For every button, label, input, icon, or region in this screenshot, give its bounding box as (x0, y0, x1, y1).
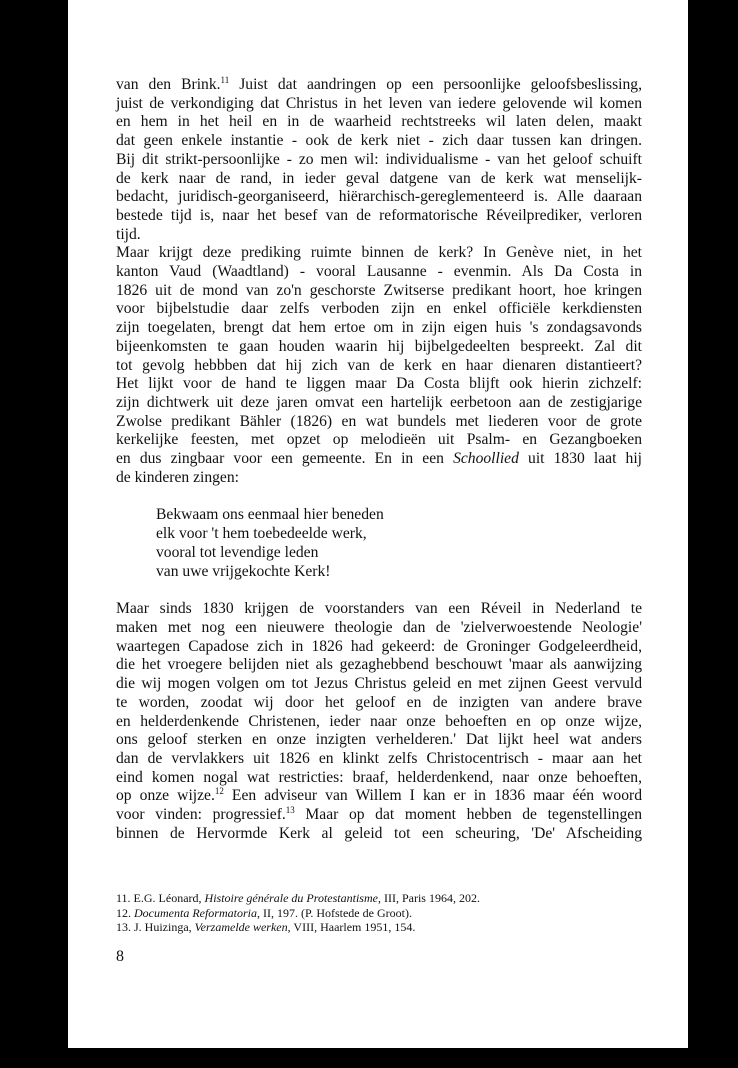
poem-line: van uwe vrijgekochte Kerk! (156, 562, 331, 580)
paragraph-3 (116, 600, 642, 843)
text-line: 1826 uit de mond van zo'n geschorste Zwitserse predikant hoort, hoe kringen (116, 281, 642, 299)
text-line: en dus zingbaar voor een gemeente. En in een Schoollied uit 1830 laat hij (116, 450, 642, 468)
text-line: dan de vervlakkers uit 1826 en klinkt zelfs Christocentrisch - maar aan het (116, 749, 642, 767)
text-line: kanton Vaud (Waadtland) - vooral Lausanne - evenmin. Als Da Costa in (116, 263, 642, 281)
scan-border-left (0, 0, 68, 1068)
text-line: tot gevolg hebbben dat hij zich van de kerk en haar dienaren distantieert? (116, 356, 642, 374)
text-line: de kerk naar de rand, in ieder geval datgene van de kerk wat menselijk- (116, 169, 642, 187)
footnote-ref: 12 (214, 786, 224, 797)
text-line: juist de verkondiging dat Christus in het leven van iedere gelovende wil komen (116, 94, 642, 112)
text-line: die het vroegere belijden niet als gezaghebbend beschouwt 'maar als aanwijzing (116, 656, 642, 674)
scan-border-right (688, 0, 738, 1068)
text-line: van den Brink.$^{11}$ Juist dat aandringen op een persoonlijke geloofsbeslissing, (116, 74, 643, 93)
footnote-ref: 11 (220, 74, 230, 85)
text-line: op onze wijze.$^{12}$ Een adviseur van Willem I kan er in 1836 maar één woord (116, 786, 643, 805)
text-line: maken met nog een nieuwere theologie dan de 'zielverwoestende Neologie' (116, 618, 642, 636)
text-line: Maar sinds 1830 krijgen de voorstanders van een Réveil in Nederland te (116, 600, 642, 618)
text-line: bedacht, juridisch-georganiseerd, hiërarchisch-gereglementeerd is. Alle daaraan (116, 188, 642, 206)
text-line: die wij mogen volgen om tot Jezus Christus geleid en met zijnen Geest vervuld (116, 675, 642, 693)
text-line: zijn toegelaten, brengt dat hem ertoe om in zijn eigen huis 's zondagsavonds (116, 319, 642, 337)
footnote-item: 12. Documenta Reformatoria, II, 197. (P. Hofstede de Groot). (116, 905, 412, 920)
text-line: binnen de Hervormde Kerk al geleid tot een scheuring, 'De' Afscheiding (116, 824, 642, 842)
text-line: en hem in het heil en in de waarheid rechtstreeks wil laten delen, maakt (116, 113, 642, 131)
text-line: voor vinden: progressief.$^{13}$ Maar op dat moment hebben de tegenstellingen (116, 804, 642, 824)
text-line: tijd. (116, 225, 141, 243)
text-line: Bij dit strikt-persoonlijke - zo men wil: individualisme - van het geloof schuift (116, 150, 642, 168)
text-line: kerkelijke feesten, met opzet op melodieën uit Psalm- en Gezangboeken (116, 431, 642, 449)
page-number: 8 (116, 948, 124, 965)
text-line: te worden, zoodat wij door het geloof en de inzigten van andere brave (116, 693, 642, 711)
text-line: Zwolse predikant Bähler (1826) en wat bundels met liederen voor de grote (116, 412, 642, 430)
text-line: de kinderen zingen: (116, 468, 239, 486)
text-line: bijeenkomsten te gaan houden waarin hij bijbelgedeelten bespreekt. Zal dit (116, 337, 642, 355)
text-line: eind komen nogal wat restricties: braaf, helderdenkend, naar onze behoeften, (116, 768, 642, 786)
text-line: ons geloof sterken en onze inzigten verhelderen.' Dat lijkt heel wat anders (116, 731, 642, 749)
paragraph-1 (116, 76, 642, 244)
poem-quote (116, 506, 642, 581)
body-text (116, 76, 642, 843)
text-line: bestede tijd is, naar het besef van de reformatorische Réveilprediker, verloren (116, 206, 642, 224)
text-line: en helderdenkende Christenen, ieder naar onze behoeften en op onze wijze, (116, 712, 642, 730)
text-line: Het lijkt voor de hand te liggen maar Da Costa blijft ook hierin zichzelf: (116, 375, 642, 393)
paragraph-2 (116, 244, 642, 487)
poem-line: Bekwaam ons eenmaal hier beneden (156, 506, 384, 524)
text-line: dat geen enkele instantie - ook de kerk niet - zich daar tussen kan dringen. (116, 132, 642, 150)
text-line: Maar krijgt deze prediking ruimte binnen de kerk? In Genève niet, in het (116, 244, 642, 262)
text-line: waartegen Capadose zich in 1826 had gekeerd: de Groninger Godgeleerdheid, (116, 637, 642, 655)
song-title: Schoollied (453, 450, 519, 468)
scan-border-bottom (0, 1048, 738, 1068)
footnote-item: 13. J. Huizinga, Verzamelde werken, VIII, Haarlem 1951, 154. (116, 920, 416, 935)
text-line: voor bijbelstudie daar zelfs verboden zijn en enkel officiële kerkdiensten (116, 300, 642, 318)
footnotes (116, 891, 642, 935)
text-line: zijn dichtwerk uit deze jaren omvat een hartelijk eerbetoon aan de zestigjarige (116, 393, 642, 411)
footnote-ref: 13 (285, 804, 295, 815)
poem-line: elk voor 't hem toebedeelde werk, (156, 525, 367, 543)
poem-line: vooral tot levendige leden (156, 543, 319, 561)
footnote-item: 11. E.G. Léonard, Histoire générale du Protestantisme, III, Paris 1964, 202. (116, 891, 480, 905)
